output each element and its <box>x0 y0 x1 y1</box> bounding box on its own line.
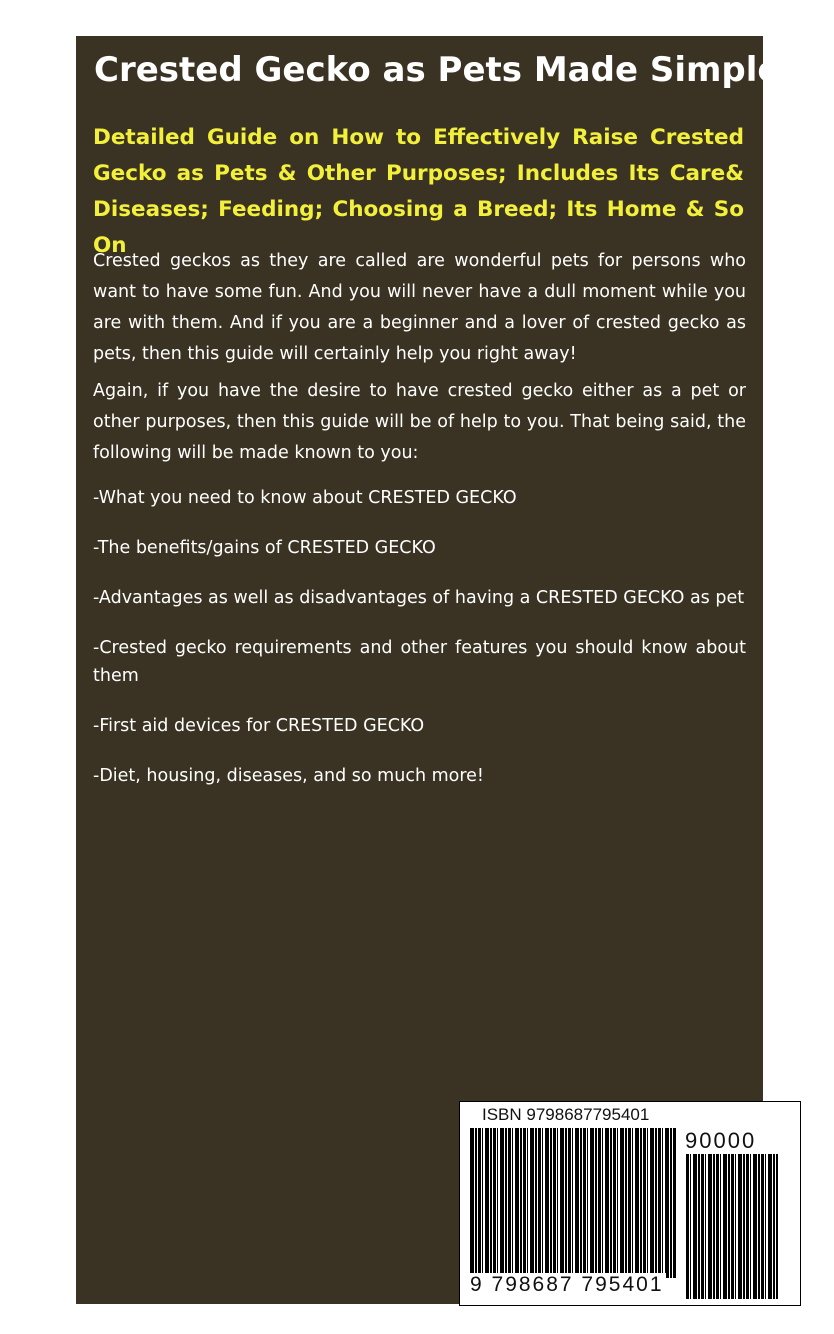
list-item: -What you need to know about CRESTED GECKO <box>93 488 517 508</box>
isbn-barcode <box>459 1101 801 1306</box>
price-code: 90000 <box>685 1128 757 1153</box>
list-item: -Diet, housing, diseases, and so much more! <box>93 766 484 786</box>
list-item: -First aid devices for CRESTED GECKO <box>93 716 425 736</box>
barcode-digits: 9 798687 795401 <box>470 1273 664 1296</box>
list-item: -The benefits/gains of CRESTED GECKO <box>93 538 436 558</box>
feature-list <box>93 484 746 812</box>
description-paragraph-1: Crested geckos as they are called are wonderful pets for persons who want to have some fun. And you will never have a dull moment while you are with them. And if you are a beginner and a lover of crested gecko as pets, then this guide will certainly help you right away! <box>93 251 746 364</box>
barcode-bars-icon <box>470 1128 676 1278</box>
barcode-addon-bars-icon <box>686 1154 778 1299</box>
list-item: -Crested gecko requirements and other features you should know about them <box>93 638 746 686</box>
isbn-label: ISBN 9798687795401 <box>482 1105 650 1124</box>
list-item: -Advantages as well as disadvantages of having a CRESTED GECKO as pet <box>93 588 745 608</box>
book-title: Crested Gecko as Pets Made Simple: <box>94 50 795 90</box>
book-subtitle: Detailed Guide on How to Effectively Raise Crested Gecko as Pets & Other Purposes; Includes Its Care& Diseases; Feeding; Choosing a Breed; Its Home & So On <box>93 125 744 258</box>
description-paragraph-2: Again, if you have the desire to have crested gecko either as a pet or other purposes, then this guide will be of help to you. That being said, the following will be made known to you: <box>93 381 746 463</box>
